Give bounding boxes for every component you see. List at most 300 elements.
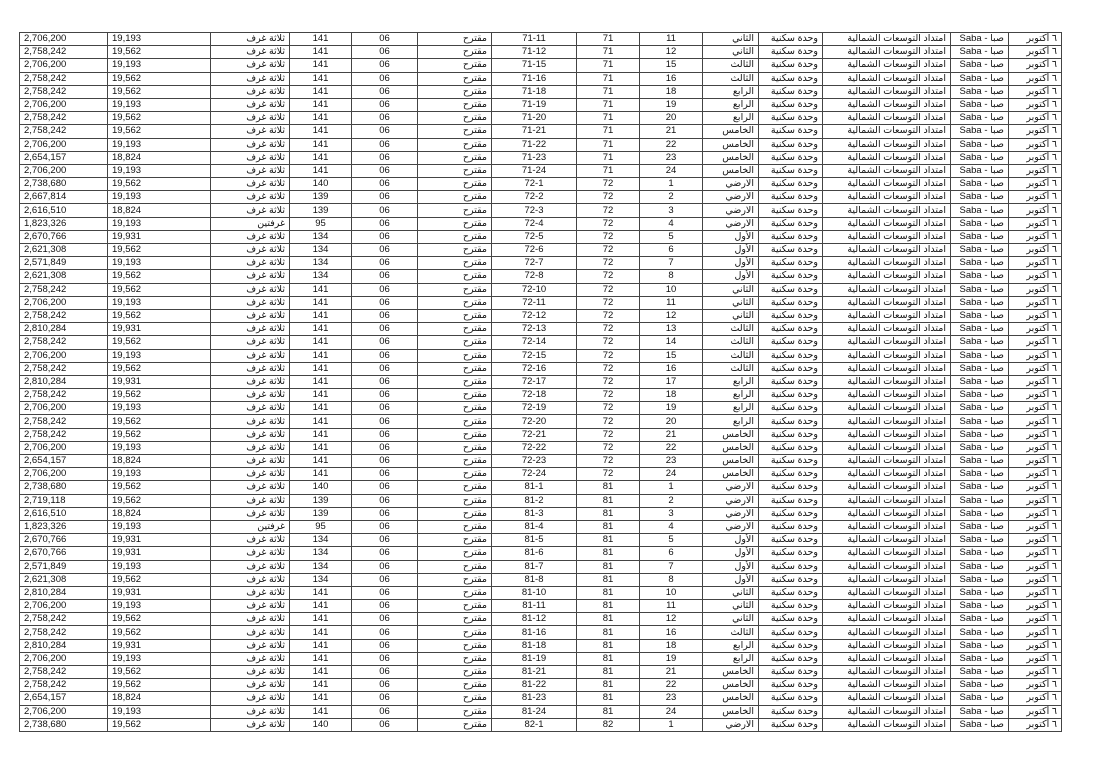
price-per-meter-cell: 18,824 [108, 455, 211, 468]
location-cell: 06 [352, 296, 418, 309]
unit-code-cell: 81-1 [492, 481, 577, 494]
table-row [20, 560, 1062, 573]
unit-type-cell: وحدة سكنية [759, 138, 823, 151]
description-cell: ثلاثة غرف [211, 547, 290, 560]
location-cell: 06 [352, 692, 418, 705]
description-cell: غرفتين [211, 520, 290, 533]
unit-number-cell: 2 [640, 494, 703, 507]
city-cell: صبا - Saba [951, 507, 1009, 520]
unit-code-cell: 71-24 [492, 164, 577, 177]
unit-code-cell: 72-13 [492, 323, 577, 336]
description-cell: ثلاثة غرف [211, 705, 290, 718]
total-price-cell: 2,706,200 [20, 652, 108, 665]
city-cell: صبا - Saba [951, 151, 1009, 164]
unit-number-cell: 24 [640, 705, 703, 718]
table-row [20, 323, 1062, 336]
category-cell: مقترح [418, 718, 492, 731]
description-cell: ثلاثة غرف [211, 362, 290, 375]
unit-type-cell: وحدة سكنية [759, 178, 823, 191]
location-cell: 06 [352, 547, 418, 560]
city-cell: صبا - Saba [951, 613, 1009, 626]
location-cell: 06 [352, 270, 418, 283]
table-row [20, 309, 1062, 322]
unit-code-cell: 81-11 [492, 600, 577, 613]
unit-code-cell: 81-4 [492, 520, 577, 533]
category-cell: مقترح [418, 309, 492, 322]
building-number-cell: 72 [577, 204, 640, 217]
unit-type-cell: وحدة سكنية [759, 270, 823, 283]
city-cell: صبا - Saba [951, 257, 1009, 270]
unit-code-cell: 81-12 [492, 613, 577, 626]
total-price-cell: 2,571,849 [20, 560, 108, 573]
city-cell: صبا - Saba [951, 639, 1009, 652]
price-per-meter-cell: 19,193 [108, 59, 211, 72]
category-cell: مقترح [418, 125, 492, 138]
price-per-meter-cell: 19,562 [108, 613, 211, 626]
unit-type-cell: وحدة سكنية [759, 191, 823, 204]
city-cell: صبا - Saba [951, 244, 1009, 257]
project-cell: امتداد التوسعات الشمالية [823, 520, 951, 533]
city-cell: صبا - Saba [951, 534, 1009, 547]
description-cell: ثلاثة غرف [211, 402, 290, 415]
total-price-cell: 1,823,326 [20, 217, 108, 230]
location-cell: 06 [352, 507, 418, 520]
district-cell: ٦ أكتوبر [1009, 46, 1062, 59]
project-cell: امتداد التوسعات الشمالية [823, 46, 951, 59]
description-cell: ثلاثة غرف [211, 204, 290, 217]
unit-type-cell: وحدة سكنية [759, 560, 823, 573]
unit-type-cell: وحدة سكنية [759, 336, 823, 349]
unit-number-cell: 1 [640, 178, 703, 191]
description-cell: ثلاثة غرف [211, 112, 290, 125]
building-number-cell: 72 [577, 230, 640, 243]
price-per-meter-cell: 19,193 [108, 138, 211, 151]
area-cell: 141 [290, 375, 352, 388]
floor-cell: الثالث [703, 59, 759, 72]
total-price-cell: 2,706,200 [20, 705, 108, 718]
unit-number-cell: 5 [640, 230, 703, 243]
table-row [20, 244, 1062, 257]
price-per-meter-cell: 18,824 [108, 204, 211, 217]
city-cell: صبا - Saba [951, 547, 1009, 560]
price-per-meter-cell: 19,193 [108, 33, 211, 46]
floor-cell: الرابع [703, 402, 759, 415]
area-cell: 141 [290, 692, 352, 705]
project-cell: امتداد التوسعات الشمالية [823, 560, 951, 573]
building-number-cell: 71 [577, 164, 640, 177]
description-cell: ثلاثة غرف [211, 33, 290, 46]
units-table-body [20, 33, 1062, 732]
building-number-cell: 72 [577, 323, 640, 336]
table-row [20, 600, 1062, 613]
description-cell: ثلاثة غرف [211, 534, 290, 547]
total-price-cell: 2,758,242 [20, 415, 108, 428]
unit-type-cell: وحدة سكنية [759, 59, 823, 72]
unit-number-cell: 23 [640, 151, 703, 164]
table-row [20, 59, 1062, 72]
area-cell: 141 [290, 613, 352, 626]
area-cell: 141 [290, 455, 352, 468]
floor-cell: الرابع [703, 375, 759, 388]
district-cell: ٦ أكتوبر [1009, 573, 1062, 586]
table-row [20, 705, 1062, 718]
project-cell: امتداد التوسعات الشمالية [823, 428, 951, 441]
area-cell: 141 [290, 415, 352, 428]
unit-number-cell: 13 [640, 323, 703, 336]
unit-number-cell: 2 [640, 191, 703, 204]
location-cell: 06 [352, 626, 418, 639]
units-table [19, 32, 1062, 732]
unit-type-cell: وحدة سكنية [759, 626, 823, 639]
area-cell: 139 [290, 507, 352, 520]
area-cell: 141 [290, 72, 352, 85]
project-cell: امتداد التوسعات الشمالية [823, 257, 951, 270]
location-cell: 06 [352, 415, 418, 428]
project-cell: امتداد التوسعات الشمالية [823, 626, 951, 639]
location-cell: 06 [352, 573, 418, 586]
unit-number-cell: 10 [640, 283, 703, 296]
district-cell: ٦ أكتوبر [1009, 547, 1062, 560]
project-cell: امتداد التوسعات الشمالية [823, 534, 951, 547]
description-cell: ثلاثة غرف [211, 613, 290, 626]
unit-code-cell: 72-20 [492, 415, 577, 428]
total-price-cell: 2,706,200 [20, 402, 108, 415]
table-row [20, 270, 1062, 283]
unit-number-cell: 19 [640, 98, 703, 111]
area-cell: 141 [290, 679, 352, 692]
category-cell: مقترح [418, 534, 492, 547]
price-per-meter-cell: 19,193 [108, 164, 211, 177]
city-cell: صبا - Saba [951, 455, 1009, 468]
project-cell: امتداد التوسعات الشمالية [823, 33, 951, 46]
city-cell: صبا - Saba [951, 362, 1009, 375]
total-price-cell: 2,670,766 [20, 547, 108, 560]
city-cell: صبا - Saba [951, 204, 1009, 217]
category-cell: مقترح [418, 520, 492, 533]
total-price-cell: 2,758,242 [20, 85, 108, 98]
district-cell: ٦ أكتوبر [1009, 520, 1062, 533]
location-cell: 06 [352, 494, 418, 507]
total-price-cell: 2,654,157 [20, 455, 108, 468]
building-number-cell: 71 [577, 125, 640, 138]
total-price-cell: 2,810,284 [20, 639, 108, 652]
city-cell: صبا - Saba [951, 98, 1009, 111]
unit-code-cell: 72-17 [492, 375, 577, 388]
building-number-cell: 81 [577, 652, 640, 665]
project-cell: امتداد التوسعات الشمالية [823, 639, 951, 652]
district-cell: ٦ أكتوبر [1009, 138, 1062, 151]
total-price-cell: 2,706,200 [20, 138, 108, 151]
district-cell: ٦ أكتوبر [1009, 375, 1062, 388]
table-row [20, 626, 1062, 639]
unit-type-cell: وحدة سكنية [759, 481, 823, 494]
project-cell: امتداد التوسعات الشمالية [823, 85, 951, 98]
table-row [20, 718, 1062, 731]
unit-number-cell: 3 [640, 507, 703, 520]
category-cell: مقترح [418, 257, 492, 270]
floor-cell: الخامس [703, 125, 759, 138]
floor-cell: الرابع [703, 415, 759, 428]
category-cell: مقترح [418, 33, 492, 46]
project-cell: امتداد التوسعات الشمالية [823, 718, 951, 731]
building-number-cell: 81 [577, 560, 640, 573]
category-cell: مقترح [418, 59, 492, 72]
area-cell: 141 [290, 626, 352, 639]
project-cell: امتداد التوسعات الشمالية [823, 666, 951, 679]
total-price-cell: 2,758,242 [20, 666, 108, 679]
building-number-cell: 72 [577, 336, 640, 349]
location-cell: 06 [352, 375, 418, 388]
project-cell: امتداد التوسعات الشمالية [823, 230, 951, 243]
unit-code-cell: 72-14 [492, 336, 577, 349]
floor-cell: الرابع [703, 389, 759, 402]
location-cell: 06 [352, 705, 418, 718]
total-price-cell: 2,738,680 [20, 718, 108, 731]
building-number-cell: 81 [577, 520, 640, 533]
unit-code-cell: 81-7 [492, 560, 577, 573]
district-cell: ٦ أكتوبر [1009, 296, 1062, 309]
table-row [20, 349, 1062, 362]
price-per-meter-cell: 19,931 [108, 586, 211, 599]
location-cell: 06 [352, 652, 418, 665]
category-cell: مقترح [418, 362, 492, 375]
building-number-cell: 81 [577, 600, 640, 613]
district-cell: ٦ أكتوبر [1009, 428, 1062, 441]
district-cell: ٦ أكتوبر [1009, 191, 1062, 204]
district-cell: ٦ أكتوبر [1009, 613, 1062, 626]
category-cell: مقترح [418, 441, 492, 454]
district-cell: ٦ أكتوبر [1009, 164, 1062, 177]
category-cell: مقترح [418, 151, 492, 164]
city-cell: صبا - Saba [951, 230, 1009, 243]
building-number-cell: 72 [577, 402, 640, 415]
table-row [20, 46, 1062, 59]
floor-cell: الخامس [703, 692, 759, 705]
unit-code-cell: 81-10 [492, 586, 577, 599]
price-per-meter-cell: 19,931 [108, 547, 211, 560]
category-cell: مقترح [418, 468, 492, 481]
area-cell: 141 [290, 59, 352, 72]
total-price-cell: 2,719,118 [20, 494, 108, 507]
category-cell: مقترح [418, 217, 492, 230]
location-cell: 06 [352, 138, 418, 151]
table-row [20, 481, 1062, 494]
floor-cell: الارضي [703, 178, 759, 191]
category-cell: مقترح [418, 138, 492, 151]
location-cell: 06 [352, 164, 418, 177]
total-price-cell: 2,667,814 [20, 191, 108, 204]
unit-type-cell: وحدة سكنية [759, 547, 823, 560]
category-cell: مقترح [418, 46, 492, 59]
project-cell: امتداد التوسعات الشمالية [823, 112, 951, 125]
floor-cell: الخامس [703, 441, 759, 454]
project-cell: امتداد التوسعات الشمالية [823, 375, 951, 388]
total-price-cell: 2,810,284 [20, 586, 108, 599]
district-cell: ٦ أكتوبر [1009, 362, 1062, 375]
city-cell: صبا - Saba [951, 59, 1009, 72]
area-cell: 134 [290, 573, 352, 586]
city-cell: صبا - Saba [951, 718, 1009, 731]
district-cell: ٦ أكتوبر [1009, 507, 1062, 520]
location-cell: 06 [352, 389, 418, 402]
unit-number-cell: 4 [640, 217, 703, 230]
area-cell: 141 [290, 402, 352, 415]
price-per-meter-cell: 19,193 [108, 257, 211, 270]
area-cell: 141 [290, 283, 352, 296]
building-number-cell: 81 [577, 705, 640, 718]
city-cell: صبا - Saba [951, 679, 1009, 692]
unit-type-cell: وحدة سكنية [759, 705, 823, 718]
unit-type-cell: وحدة سكنية [759, 362, 823, 375]
unit-number-cell: 12 [640, 46, 703, 59]
district-cell: ٦ أكتوبر [1009, 481, 1062, 494]
area-cell: 141 [290, 323, 352, 336]
area-cell: 95 [290, 217, 352, 230]
price-per-meter-cell: 19,562 [108, 362, 211, 375]
unit-type-cell: وحدة سكنية [759, 573, 823, 586]
total-price-cell: 2,758,242 [20, 283, 108, 296]
unit-type-cell: وحدة سكنية [759, 46, 823, 59]
unit-code-cell: 71-19 [492, 98, 577, 111]
description-cell: ثلاثة غرف [211, 151, 290, 164]
city-cell: صبا - Saba [951, 692, 1009, 705]
table-row [20, 666, 1062, 679]
total-price-cell: 2,670,766 [20, 534, 108, 547]
category-cell: مقترح [418, 679, 492, 692]
project-cell: امتداد التوسعات الشمالية [823, 402, 951, 415]
table-row [20, 547, 1062, 560]
building-number-cell: 72 [577, 296, 640, 309]
city-cell: صبا - Saba [951, 217, 1009, 230]
total-price-cell: 2,738,680 [20, 481, 108, 494]
total-price-cell: 2,706,200 [20, 33, 108, 46]
table-row [20, 191, 1062, 204]
unit-number-cell: 17 [640, 375, 703, 388]
building-number-cell: 81 [577, 481, 640, 494]
description-cell: ثلاثة غرف [211, 586, 290, 599]
description-cell: ثلاثة غرف [211, 375, 290, 388]
category-cell: مقترح [418, 270, 492, 283]
floor-cell: الثاني [703, 33, 759, 46]
city-cell: صبا - Saba [951, 560, 1009, 573]
description-cell: ثلاثة غرف [211, 309, 290, 322]
floor-cell: الثالث [703, 336, 759, 349]
table-row [20, 112, 1062, 125]
area-cell: 95 [290, 520, 352, 533]
category-cell: مقترح [418, 230, 492, 243]
district-cell: ٦ أكتوبر [1009, 441, 1062, 454]
table-row [20, 613, 1062, 626]
unit-number-cell: 11 [640, 33, 703, 46]
city-cell: صبا - Saba [951, 705, 1009, 718]
location-cell: 06 [352, 349, 418, 362]
unit-code-cell: 71-21 [492, 125, 577, 138]
city-cell: صبا - Saba [951, 389, 1009, 402]
unit-code-cell: 81-23 [492, 692, 577, 705]
district-cell: ٦ أكتوبر [1009, 270, 1062, 283]
table-row [20, 455, 1062, 468]
building-number-cell: 72 [577, 349, 640, 362]
area-cell: 141 [290, 666, 352, 679]
area-cell: 141 [290, 705, 352, 718]
city-cell: صبا - Saba [951, 125, 1009, 138]
price-per-meter-cell: 18,824 [108, 507, 211, 520]
description-cell: ثلاثة غرف [211, 164, 290, 177]
description-cell: ثلاثة غرف [211, 455, 290, 468]
location-cell: 06 [352, 613, 418, 626]
area-cell: 134 [290, 547, 352, 560]
district-cell: ٦ أكتوبر [1009, 336, 1062, 349]
description-cell: ثلاثة غرف [211, 336, 290, 349]
unit-number-cell: 21 [640, 666, 703, 679]
description-cell: ثلاثة غرف [211, 652, 290, 665]
price-per-meter-cell: 19,931 [108, 375, 211, 388]
total-price-cell: 2,706,200 [20, 600, 108, 613]
project-cell: امتداد التوسعات الشمالية [823, 455, 951, 468]
total-price-cell: 2,758,242 [20, 428, 108, 441]
unit-type-cell: وحدة سكنية [759, 507, 823, 520]
floor-cell: الارضي [703, 520, 759, 533]
project-cell: امتداد التوسعات الشمالية [823, 309, 951, 322]
table-row [20, 428, 1062, 441]
table-row [20, 441, 1062, 454]
unit-code-cell: 81-5 [492, 534, 577, 547]
total-price-cell: 2,616,510 [20, 204, 108, 217]
building-number-cell: 72 [577, 244, 640, 257]
location-cell: 06 [352, 560, 418, 573]
city-cell: صبا - Saba [951, 520, 1009, 533]
description-cell: ثلاثة غرف [211, 191, 290, 204]
building-number-cell: 81 [577, 573, 640, 586]
city-cell: صبا - Saba [951, 178, 1009, 191]
total-price-cell: 2,758,242 [20, 125, 108, 138]
building-number-cell: 71 [577, 59, 640, 72]
area-cell: 139 [290, 494, 352, 507]
city-cell: صبا - Saba [951, 323, 1009, 336]
building-number-cell: 72 [577, 415, 640, 428]
area-cell: 141 [290, 112, 352, 125]
floor-cell: الخامس [703, 468, 759, 481]
category-cell: مقترح [418, 191, 492, 204]
unit-number-cell: 3 [640, 204, 703, 217]
unit-code-cell: 72-8 [492, 270, 577, 283]
description-cell: ثلاثة غرف [211, 98, 290, 111]
total-price-cell: 2,758,242 [20, 626, 108, 639]
unit-type-cell: وحدة سكنية [759, 613, 823, 626]
unit-number-cell: 21 [640, 428, 703, 441]
table-row [20, 164, 1062, 177]
description-cell: ثلاثة غرف [211, 389, 290, 402]
description-cell: ثلاثة غرف [211, 692, 290, 705]
total-price-cell: 2,706,200 [20, 164, 108, 177]
district-cell: ٦ أكتوبر [1009, 244, 1062, 257]
total-price-cell: 2,810,284 [20, 375, 108, 388]
floor-cell: الخامس [703, 679, 759, 692]
city-cell: صبا - Saba [951, 112, 1009, 125]
floor-cell: الرابع [703, 652, 759, 665]
project-cell: امتداد التوسعات الشمالية [823, 59, 951, 72]
project-cell: امتداد التوسعات الشمالية [823, 468, 951, 481]
unit-type-cell: وحدة سكنية [759, 204, 823, 217]
building-number-cell: 72 [577, 362, 640, 375]
price-per-meter-cell: 19,193 [108, 468, 211, 481]
city-cell: صبا - Saba [951, 626, 1009, 639]
unit-number-cell: 16 [640, 626, 703, 639]
city-cell: صبا - Saba [951, 375, 1009, 388]
floor-cell: الأول [703, 573, 759, 586]
area-cell: 141 [290, 33, 352, 46]
floor-cell: الارضي [703, 204, 759, 217]
